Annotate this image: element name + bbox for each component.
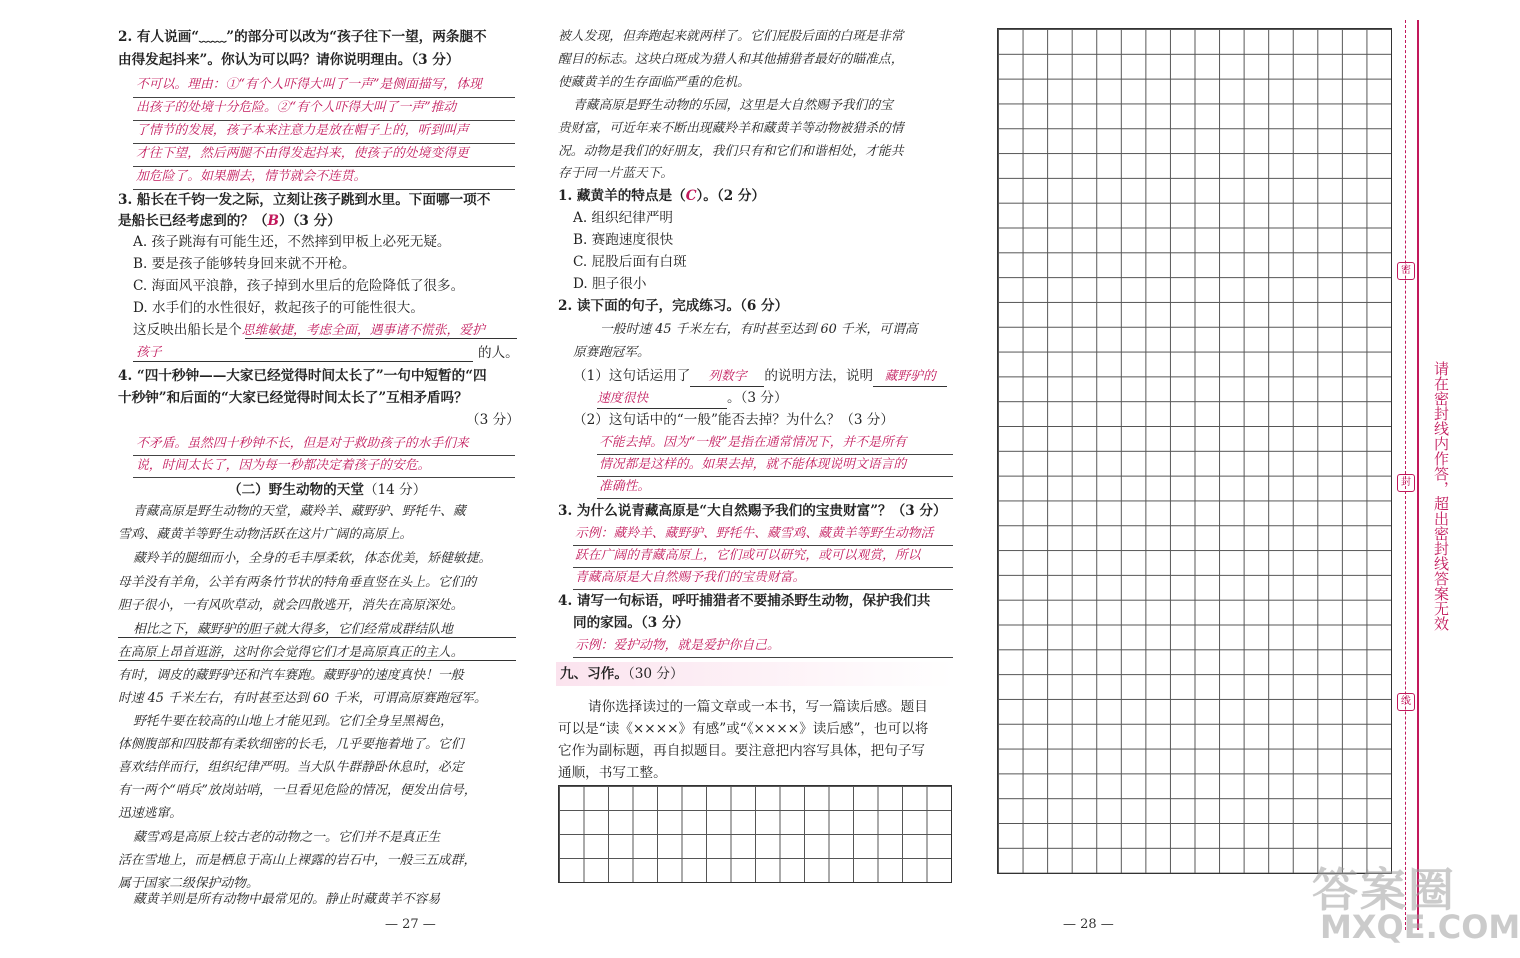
writing-prompt-line: 请你选择读过的一篇文章或一本书，写一篇读后感。题目 (588, 699, 928, 715)
writing-prompt-line: 它作为副标题，再自拟题目。要注意把内容写具体，把句子写 (558, 743, 926, 759)
q4-answer-line: 不矛盾。虽然四十秒钟不长，但是对于救助孩子的水手们来 (136, 436, 469, 451)
q3-stem-line2: 是船长已经考虑到的？（B）（3 分） (118, 213, 341, 229)
seal-solid-line (1417, 20, 1419, 930)
passage-line: 藏黄羊则是所有动物中最常见的。静止时藏黄羊不容易 (133, 892, 441, 907)
m-q2-sub1-answer: 列数字 (690, 368, 764, 387)
q4-stem-line1: 4. “四十秒钟——大家已经觉得时间太长了”一句中短暂的“四 (118, 368, 487, 384)
q2-answer-line: 加危险了。如果删去，情节就会不连贯。 (136, 169, 367, 184)
passage-line: 野牦牛要在较高的山地上才能见到。它们全身呈黑褐色， (133, 714, 453, 729)
q3-choice: B (267, 213, 280, 229)
m-q4-stem: 同的家园。（3 分） (573, 615, 690, 631)
passage-line: 迅速逃窜。 (118, 806, 182, 821)
passage-line: 相比之下，藏野驴的胆子就大得多，它们经常成群结队地 (133, 622, 453, 637)
m-q2-sub1: （1）这句话运用了 列数字 的说明方法，说明 藏野驴的 (573, 367, 947, 387)
m-q4-stem: 4. 请写一句标语，呼吁捕猎者不要捕杀野生动物，保护我们共 (558, 593, 931, 609)
m-q3-stem: 3. 为什么说青藏高原是“大自然赐予我们的宝贵财富”？（3 分） (558, 503, 947, 519)
passage-line: 活在雪地上，而是栖息于高山上裸露的岩石中，一般三五成群， (118, 853, 477, 868)
section9-title: 九、习作。（30 分） (560, 666, 684, 682)
m-q1-option: A. 组织纪律严明 (573, 210, 674, 226)
q3-reflect-post: 的人。 (478, 345, 519, 361)
writing-prompt-line: 通顺，书写工整。 (558, 765, 667, 781)
passage-line: 藏雪鸡是高原上较古老的动物之一。它们并不是真正生 (133, 830, 441, 845)
m-q4-answer: 示例：爱护动物，就是爱护你自己。 (575, 638, 780, 653)
q4-stem-line2: 十秒钟”和后面的“大家已经觉得时间太长了”互相矛盾吗？ (118, 390, 468, 406)
m-q1-choice: C (685, 188, 697, 204)
passage-line: 体侧腹部和四肢都有柔软细密的长毛，几乎要拖着地了。它们 (118, 737, 464, 752)
passage-line: 有时，调皮的藏野驴还和汽车赛跑。藏野驴的速度真快！一般 (118, 668, 464, 683)
passage-line: 喜欢结伴而行，组织纪律严明。当大队牛群静卧休息时，必定 (118, 760, 464, 775)
passage-cont-line: 况。动物是我们的好朋友，我们只有和它们和谐相处，才能共 (558, 144, 904, 159)
q3-option: D. 水手们的水性很好，救起孩子的可能性很大。 (133, 300, 424, 316)
q2-stem-line1: 2. 有人说画“﹏﹏”的部分可以改为“孩子往下一望，两条腿不 (118, 29, 487, 45)
q2-answer-line: 出孩子的处境十分危险。②“有个人吓得大叫了一声”推动 (136, 100, 457, 115)
m-q1-stem: 1. 藏黄羊的特点是（C）。（2 分） (558, 188, 766, 204)
m-q3-answer: 青藏高原是大自然赐予我们的宝贵财富。 (575, 570, 806, 585)
watermark-url: MXQE.COM (1320, 908, 1520, 946)
m-q2-sub2-answer: 不能去掉。因为“一般”是指在通常情况下，并不是所有 (599, 435, 907, 450)
q3-option: C. 海面风平浪静，孩子掉到水里后的危险降低了很多。 (133, 278, 465, 294)
passage-line: 青藏高原是野生动物的天堂，藏羚羊、藏野驴、野牦牛、藏 (133, 504, 466, 519)
seal-warning: 请在密封线内作答，超出密封线答案无效 (1432, 361, 1450, 631)
passage-line: 有一两个“哨兵”放岗站哨，一旦看见危险的情况，便发出信号， (118, 783, 477, 798)
q2-stem-line2: 由得发起抖来”。你认为可以吗？请你说明理由。（3 分） (118, 52, 460, 68)
passage-cont-line: 贵财富，可近年来不断出现藏羚羊和藏黄羊等动物被猎杀的情 (558, 121, 904, 136)
page-number-27: — 27 — (385, 917, 436, 932)
passage-line: 属于国家二级保护动物。 (118, 876, 259, 891)
page-number-28: — 28 — (1063, 917, 1114, 932)
seal-mark: 线 (1397, 693, 1415, 711)
passage-cont-line: 被人发现，但奔跑起来就两样了。它们屁股后面的白斑是非常 (558, 29, 904, 44)
q3-reflect-answer: 思维敏捷，考虑全面，遇事诸不慌张，爱护 (241, 323, 485, 338)
m-q2-sub1-answer: 速度很快 (597, 390, 727, 409)
watermark-logo: 答案圈 (1312, 863, 1456, 917)
q2-answer-line: 了情节的发展，孩子本来注意力是放在帽子上的，听到叫声 (136, 123, 469, 138)
m-q2-sub2-answer: 情况都是这样的。如果去掉，就不能体现说明文语言的 (599, 457, 907, 472)
m-q2-quote: 一般时速 45 千米左右，有时甚至达到 60 千米，可谓高 (600, 322, 918, 337)
writing-prompt-line: 可以是“读《××××》有感”或“《××××》读后感”，也可以将 (558, 721, 929, 737)
writing-grid-small[interactable] (558, 785, 952, 883)
passage-cont-line: 青藏高原是野生动物的乐园，这里是大自然赐予我们的宝 (573, 98, 893, 113)
passage-cont-line: 醒目的标志。这块白斑成为猎人和其他捕猎者最好的瞄准点， (558, 52, 904, 67)
passage-line: 时速 45 千米左右，有时甚至达到 60 千米，可谓高原赛跑冠军。 (118, 691, 487, 706)
q4-answer-line: 说，时间太长了，因为每一秒都决定着孩子的安危。 (136, 458, 431, 473)
passage-line: 母羊没有羊角，公羊有两条竹节状的特角垂直竖在头上。它们的 (118, 575, 477, 590)
m-q1-option: C. 屁股后面有白斑 (573, 254, 687, 270)
seal-mark: 密 (1397, 262, 1415, 280)
q3-reflect-answer-cont: 孩子 (136, 345, 162, 360)
q3-reflect: 这反映出船长是个思维敏捷，考虑全面，遇事诸不慌张，爱护 (133, 322, 485, 338)
m-q3-answer: 示例：藏羚羊、藏野驴、野牦牛、藏雪鸡、藏黄羊等野生动物活 (575, 526, 934, 541)
passage-cont-line: 使藏黄羊的生存面临严重的危机。 (558, 75, 750, 90)
passage-line: 雪鸡、藏黄羊等野生动物活跃在这片广阔的高原上。 (118, 527, 413, 542)
q2-answer-line: 不可以。理由：①“有个人吓得大叫了一声”是侧面描写，体现 (136, 77, 482, 92)
section2-title: （二）野生动物的天堂（14 分） (228, 482, 427, 498)
q4-points: （3 分） (466, 412, 520, 428)
m-q2-quote: 原赛跑冠军。 (573, 345, 650, 360)
m-q2-stem: 2. 读下面的句子，完成练习。（6 分） (558, 298, 789, 314)
passage-cont-line: 存于同一片蓝天下。 (558, 166, 674, 181)
writing-grid-large[interactable] (997, 28, 1392, 874)
passage-line: 在高原上昂首逛游，这时你会觉得它们才是高原真正的主人。 (118, 645, 464, 660)
q3-option: B. 要是孩子能够转身回来就不开枪。 (133, 256, 356, 272)
q3-stem-line1: 3. 船长在千钧一发之际，立刻让孩子跳到水里。下面哪一项不 (118, 192, 491, 208)
m-q2-sub1-answer: 藏野驴的 (873, 368, 947, 387)
passage-line: 藏羚羊的腿细而小，全身的毛丰厚柔软，体态优美，矫健敏捷。 (133, 551, 492, 566)
q2-answer-line: 才往下望，然后两腿不由得发起抖来，使孩子的处境变得更 (136, 146, 469, 161)
passage-line: 胆子很小，一有风吹草动，就会四散逃开，消失在高原深处。 (118, 598, 464, 613)
q3-option: A. 孩子跳海有可能生还，不然摔到甲板上必死无疑。 (133, 234, 451, 250)
m-q2-sub2: （2）这句话中的“一般”能否去掉？为什么？（3 分） (573, 412, 894, 428)
m-q1-option: D. 胆子很小 (573, 276, 647, 292)
seal-mark: 封 (1397, 474, 1415, 492)
m-q2-sub2-answer: 准确性。 (599, 479, 651, 494)
m-q1-option: B. 赛跑速度很快 (573, 232, 674, 248)
m-q3-answer: 跃在广阔的青藏高原上，它们或可以研究，或可以观赏，所以 (575, 548, 921, 563)
m-q2-sub1-cont: 速度很快 。（3 分） (597, 389, 788, 409)
